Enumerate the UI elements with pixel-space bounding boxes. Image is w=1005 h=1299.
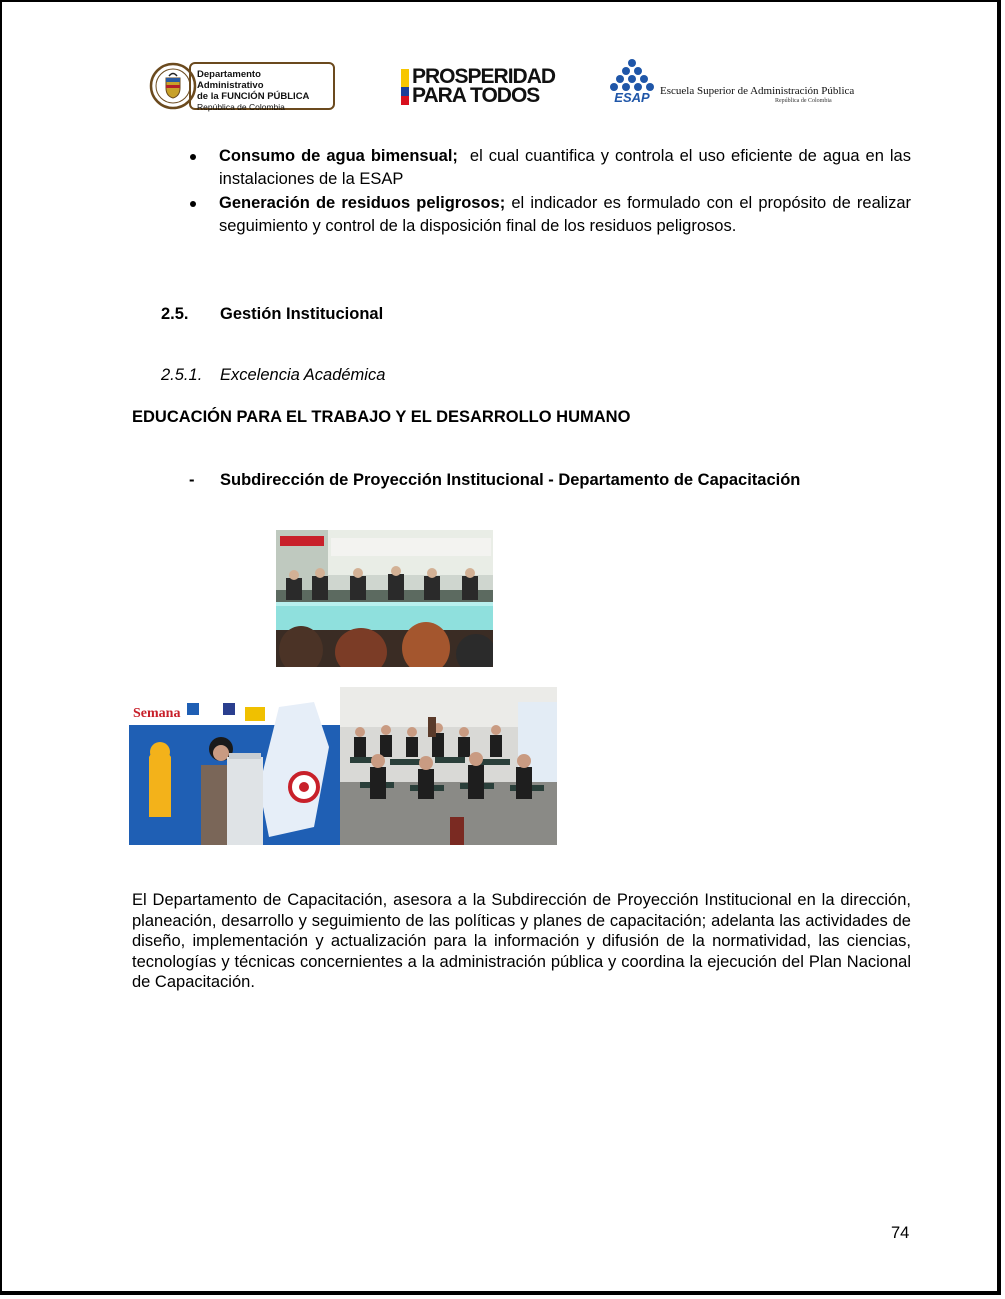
dafp-line2: de la FUNCIÓN PÚBLICA: [197, 91, 310, 102]
list-item: [187, 145, 916, 191]
bullet-term: Generación de residuos peligrosos;: [219, 194, 506, 212]
subsection-title: Excelencia Académica: [220, 366, 386, 384]
bullet-term: Consumo de agua bimensual;: [219, 147, 458, 165]
dafp-logo: [149, 62, 337, 112]
subsection-heading: [161, 366, 385, 385]
subdirection-heading: [189, 471, 800, 490]
page-number: 74: [891, 1224, 910, 1242]
section-heading: [161, 305, 383, 324]
section-title: Gestión Institucional: [220, 305, 384, 323]
body-paragraph: El Departamento de Capacitación, asesora a la Subdirección de Proyección Institucional en la dirección, planeación, desarrollo y seguimiento de las políticas y planes de capacitación; adelanta las actividades de diseño, implementación y actualización para la información y difusión de la normatividad, las ciencias, tecnologías y técnicas concernientes a la administración pública y coordina la ejecución del Plan Nacional de Capacitación.: [132, 891, 911, 991]
colombia-flag-bar-icon: [401, 69, 409, 105]
dafp-text-box: [189, 62, 335, 110]
bullet-text: el indicador es formulado con el propósito de realizar seguimiento y control de la disposición final de los residuos peligrosos.: [219, 194, 916, 235]
esap-acronym: ESAP: [614, 90, 650, 104]
audience-photo: [340, 687, 557, 845]
prosperidad-line2: PARA TODOS: [412, 84, 540, 107]
esap-logo: [605, 58, 855, 108]
esap-pyramid-icon: [605, 58, 659, 104]
bullet-text: el cual cuantifica y controla el uso eficiente de agua en las instalaciones de la ESAP: [219, 147, 916, 188]
list-item: [187, 192, 916, 238]
esap-name: Escuela Superior de Administración Pública: [660, 85, 855, 97]
subsection-number: 2.5.1.: [161, 366, 203, 384]
section-number: 2.5.: [161, 305, 189, 323]
esap-country: República de Colombia: [775, 98, 832, 104]
bullet-icon: [190, 201, 196, 207]
bullet-icon: [190, 154, 196, 160]
dash-marker: -: [189, 471, 195, 489]
panel-discussion-photo: [276, 530, 493, 667]
prosperidad-line1: PROSPERIDAD: [412, 65, 556, 88]
semana-banner-text: Semana: [133, 706, 181, 721]
prosperidad-logo: [401, 65, 556, 108]
subdirection-title: Subdirección de Proyección Institucional - Departamento de Capacitación: [220, 471, 801, 489]
caps-heading: EDUCACIÓN PARA EL TRABAJO Y EL DESARROLLO HUMANO: [132, 408, 631, 426]
prosperidad-text: [412, 67, 555, 105]
dafp-line1: Departamento Administrativo: [197, 69, 264, 91]
indicator-list: [187, 145, 916, 239]
speaker-podium-photo: [129, 687, 340, 845]
dafp-line3: República de Colombia: [197, 102, 285, 112]
